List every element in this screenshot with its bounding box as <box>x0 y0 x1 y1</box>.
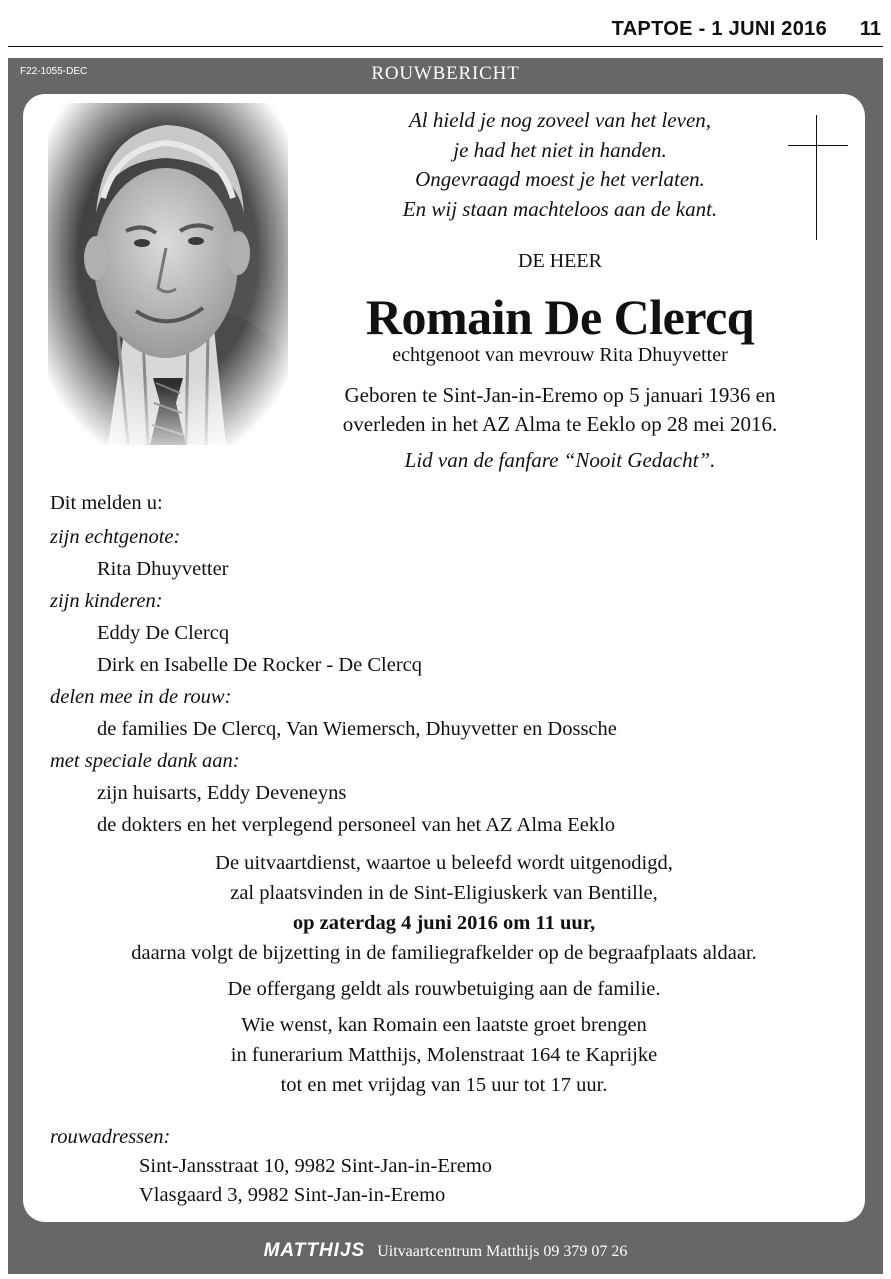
family-member: Rita Dhuyvetter <box>97 558 229 580</box>
service-line: De uitvaartdienst, waartoe u beleefd wordt uitgenodigd, <box>215 852 673 874</box>
service-line: zal plaatsvinden in de Sint-Eligiuskerk van Bentille, <box>230 882 658 904</box>
poem <box>300 106 820 224</box>
death-line: overleden in het AZ Alma te Eeklo op 28 mei 2016. <box>342 412 778 436</box>
page-number: 11 <box>859 18 881 40</box>
group-label: zijn echtgenote: <box>50 526 181 548</box>
service-date: op zaterdag 4 juni 2016 om 11 uur, <box>292 912 596 934</box>
poem-line: En wij staan machteloos aan de kant. <box>402 196 718 221</box>
visit-line: in funerarium Matthijs, Molenstraat 164 te Kaprijke <box>230 1044 658 1066</box>
address-line: Sint-Jansstraat 10, 9982 Sint-Jan-in-Eremo <box>139 1155 493 1177</box>
page-header <box>8 18 883 47</box>
footer <box>8 1240 883 1262</box>
portrait-photo <box>48 103 288 445</box>
group-label: zijn kinderen: <box>50 590 163 612</box>
funeral-notice <box>23 848 865 1100</box>
ad-code: F22-1055-DEC <box>20 66 88 77</box>
spouse-line: echtgenoot van mevrouw Rita Dhuyvetter <box>392 344 728 366</box>
funeral-home-logo: MATTHIJS <box>263 1240 366 1261</box>
family-member: de dokters en het verplegend personeel van het AZ Alma Eeklo <box>97 814 616 836</box>
publication-title: TAPTOE - 1 JUNI 2016 <box>611 18 827 40</box>
birth-line: Geboren te Sint-Jan-in-Eremo op 5 januari 1936 en <box>344 383 776 407</box>
family-member: Eddy De Clercq <box>97 622 230 644</box>
family-list <box>50 487 850 841</box>
poem-line: je had het niet in handen. <box>453 137 667 162</box>
poem-line: Ongevraagd moest je het verlaten. <box>415 167 705 191</box>
family-member: zijn huisarts, Eddy Deveneyns <box>97 782 347 804</box>
family-intro: Dit melden u: <box>50 492 163 514</box>
salutation: DE HEER <box>518 250 602 272</box>
address-line: Vlasgaard 3, 9982 Sint-Jan-in-Eremo <box>139 1184 446 1206</box>
group-label: delen mee in de rouw: <box>50 686 232 708</box>
family-member: de families De Clercq, Van Wiemersch, Dhuyvetter en Dossche <box>97 718 617 740</box>
visit-line: Wie wenst, kan Romain een laatste groet brengen <box>241 1014 647 1036</box>
offering-line: De offergang geldt als rouwbetuiging aan de familie. <box>227 978 661 1000</box>
mourning-addresses <box>50 1122 492 1210</box>
birth-death-info <box>300 381 820 439</box>
family-member: Dirk en Isabelle De Rocker - De Clercq <box>97 654 423 676</box>
membership-line: Lid van de fanfare “Nooit Gedacht”. <box>404 448 716 472</box>
group-label: met speciale dank aan: <box>50 750 240 772</box>
ad-label: ROUWBERICHT <box>371 63 520 84</box>
funeral-home-contact: Uitvaartcentrum Matthijs 09 379 07 26 <box>377 1243 628 1260</box>
visit-line: tot en met vrijdag van 15 uur tot 17 uur. <box>280 1074 608 1096</box>
service-line: daarna volgt de bijzetting in de familiegrafkelder op de begraafplaats aldaar. <box>131 942 757 964</box>
deceased-name: Romain De Clercq <box>365 289 755 345</box>
addresses-label: rouwadressen: <box>50 1126 171 1148</box>
poem-line: Al hield je nog zoveel van het leven, <box>408 108 712 132</box>
